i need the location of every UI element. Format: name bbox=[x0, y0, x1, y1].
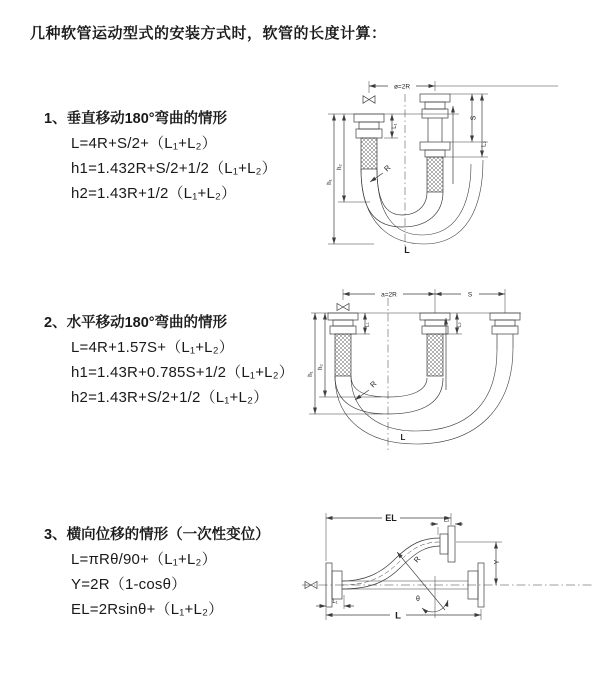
dim-label-el: EL bbox=[385, 513, 397, 523]
braided-hose-middle bbox=[427, 334, 443, 376]
formula-line: L=4R+S/2+（L₁+L₂） bbox=[71, 135, 217, 152]
braided-hose-left bbox=[335, 334, 351, 376]
dim-label-length: L bbox=[395, 610, 401, 622]
formula-line: Y=2R（1-cosθ） bbox=[71, 576, 187, 593]
dim-label-pitch: a=2R bbox=[381, 291, 397, 299]
page-title: 几种软管运动型式的安装方式时，软管的长度计算： bbox=[30, 25, 387, 42]
section-lateral-displacement bbox=[44, 523, 270, 626]
radius-label: R bbox=[368, 379, 379, 390]
formula-line: L=4R+1.57S+（L₁+L₂） bbox=[71, 339, 234, 356]
section-heading: 2、水平移动180°弯曲的情形 bbox=[44, 315, 228, 331]
dim-label-l1: L₁ bbox=[364, 322, 371, 328]
dim-label-h1: h₁ bbox=[327, 179, 333, 185]
dim-l2 bbox=[430, 524, 463, 535]
hose-s-curve bbox=[342, 538, 440, 589]
dim-label-h1: h₁ bbox=[308, 371, 314, 377]
dim-h1 bbox=[328, 114, 374, 244]
dim-label-l2: L₂ bbox=[443, 517, 450, 524]
radius-leader bbox=[355, 390, 369, 400]
braided-hose-left bbox=[361, 138, 377, 169]
left-flange bbox=[328, 313, 358, 334]
radius-leader bbox=[370, 173, 383, 182]
dim-label-l2: L₂ bbox=[481, 141, 488, 147]
hose-u-bend bbox=[361, 160, 483, 244]
dim-label-h2: h₂ bbox=[318, 364, 324, 370]
angle-label: θ bbox=[416, 596, 420, 603]
dim-length bbox=[326, 608, 481, 620]
middle-flange bbox=[420, 313, 450, 334]
dim-label-y: Y bbox=[494, 559, 501, 565]
direction-symbol bbox=[337, 304, 349, 311]
braided-hose-right bbox=[427, 157, 443, 192]
dim-label-l2: L₂ bbox=[456, 322, 463, 328]
hose-u-bend bbox=[335, 348, 513, 444]
formula-line: h1=1.432R+S/2+1/2（L₁+L₂） bbox=[71, 160, 277, 177]
formula-line: h2=1.43R+1/2（L₁+L₂） bbox=[71, 185, 237, 202]
formula-line: h2=1.43R+S/2+1/2（L₁+L₂） bbox=[71, 389, 269, 406]
dim-label-diameter: ø=2R bbox=[393, 83, 411, 91]
dim-label-h2: h₂ bbox=[337, 164, 343, 170]
section-vertical-180 bbox=[44, 107, 277, 210]
dim-label-s: S bbox=[470, 115, 478, 121]
diagram-lateral-displacement bbox=[298, 498, 600, 650]
formula-line: EL=2Rsinθ+（L₁+L₂） bbox=[71, 601, 224, 618]
section-heading: 3、横向位移的情形（一次性变位） bbox=[44, 527, 270, 543]
dim-label-l1: L₁ bbox=[332, 599, 338, 605]
dim-label-length: L bbox=[404, 245, 410, 255]
direction-symbol bbox=[363, 96, 375, 103]
formula-line: L=πRθ/90+（L₁+L₂） bbox=[71, 551, 217, 568]
right-flange-displaced bbox=[440, 526, 455, 562]
formula-line: h1=1.43R+0.785S+1/2（L₁+L₂） bbox=[71, 364, 294, 381]
dim-label-length: L bbox=[400, 433, 406, 442]
diagram-vertical-180-bend bbox=[312, 72, 594, 258]
diagram-horizontal-180-bend bbox=[303, 282, 595, 460]
right-flange-upper bbox=[420, 94, 450, 142]
left-flange bbox=[354, 114, 384, 138]
dim-label-s: S bbox=[467, 291, 473, 299]
right-flange-phantom bbox=[490, 313, 520, 350]
right-flange-lower bbox=[420, 142, 450, 157]
dim-label-l1: L₁ bbox=[392, 123, 398, 129]
radius-label: R bbox=[382, 163, 393, 174]
radius-label: R bbox=[411, 554, 423, 565]
section-horizontal-180 bbox=[44, 311, 294, 414]
section-heading: 1、垂直移动180°弯曲的情形 bbox=[44, 111, 228, 127]
